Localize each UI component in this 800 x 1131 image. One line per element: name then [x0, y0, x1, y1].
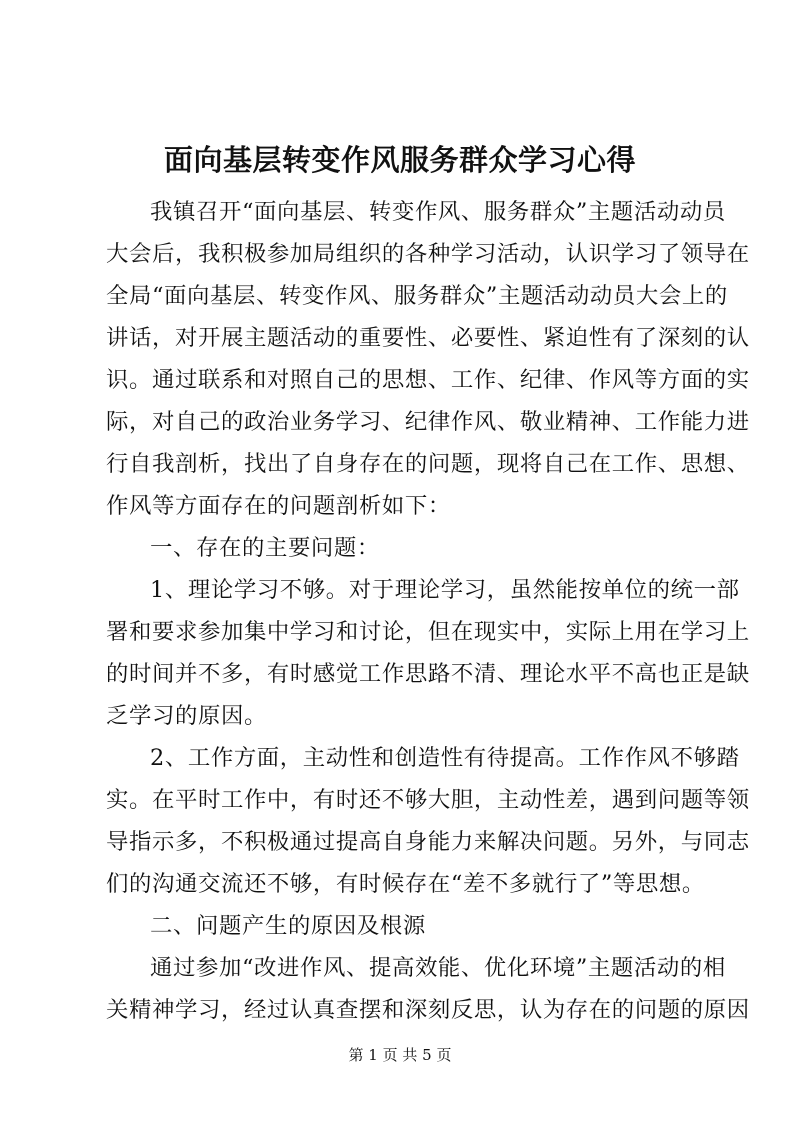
page-footer: 第 1 页 共 5 页 — [348, 1046, 452, 1064]
body-line: 识。通过联系和对照自己的思想、工作、纪律、作风等方面的实 — [106, 367, 750, 393]
body-line: 作风等方面存在的问题剖析如下： — [106, 493, 451, 519]
body-line: 通过参加“改进作风、提高效能、优化环境”主题活动的相 — [150, 955, 726, 981]
section-heading: 一、存在的主要问题： — [150, 535, 380, 561]
body-line: 我镇召开“面向基层、转变作风、服务群众”主题活动动员 — [150, 199, 726, 225]
body-line: 讲话，对开展主题活动的重要性、必要性、紧迫性有了深刻的认 — [106, 325, 750, 351]
body-line: 导指示多，不积极通过提高自身能力来解决问题。另外，与同志 — [106, 829, 750, 855]
body-line: 际，对自己的政治业务学习、纪律作风、敬业精神、工作能力进 — [106, 409, 750, 435]
body-line: 实。在平时工作中，有时还不够大胆，主动性差，遇到问题等领 — [106, 787, 750, 813]
document-title: 面向基层转变作风服务群众学习心得 — [163, 143, 636, 177]
body-line: 大会后，我积极参加局组织的各种学习活动，认识学习了领导在 — [106, 241, 750, 267]
body-line: 行自我剖析，找出了自身存在的问题，现将自己在工作、思想、 — [106, 451, 750, 477]
body-line: 们的沟通交流还不够，有时候存在“差不多就行了”等思想。 — [106, 871, 705, 897]
body-line: 2、工作方面，主动性和创造性有待提高。工作作风不够踏 — [150, 745, 740, 771]
body-line: 乏学习的原因。 — [106, 703, 267, 729]
body-line: 署和要求参加集中学习和讨论，但在现实中，实际上用在学习上 — [106, 619, 750, 645]
body-line: 关精神学习，经过认真查摆和深刻反思，认为存在的问题的原因 — [106, 997, 750, 1023]
body-line: 全局“面向基层、转变作风、服务群众”主题活动动员大会上的 — [106, 283, 728, 309]
section-heading: 二、问题产生的原因及根源 — [150, 913, 426, 939]
body-line: 的时间并不多，有时感觉工作思路不清、理论水平不高也正是缺 — [106, 661, 750, 687]
body-line: 1、理论学习不够。对于理论学习，虽然能按单位的统一部 — [150, 577, 740, 603]
